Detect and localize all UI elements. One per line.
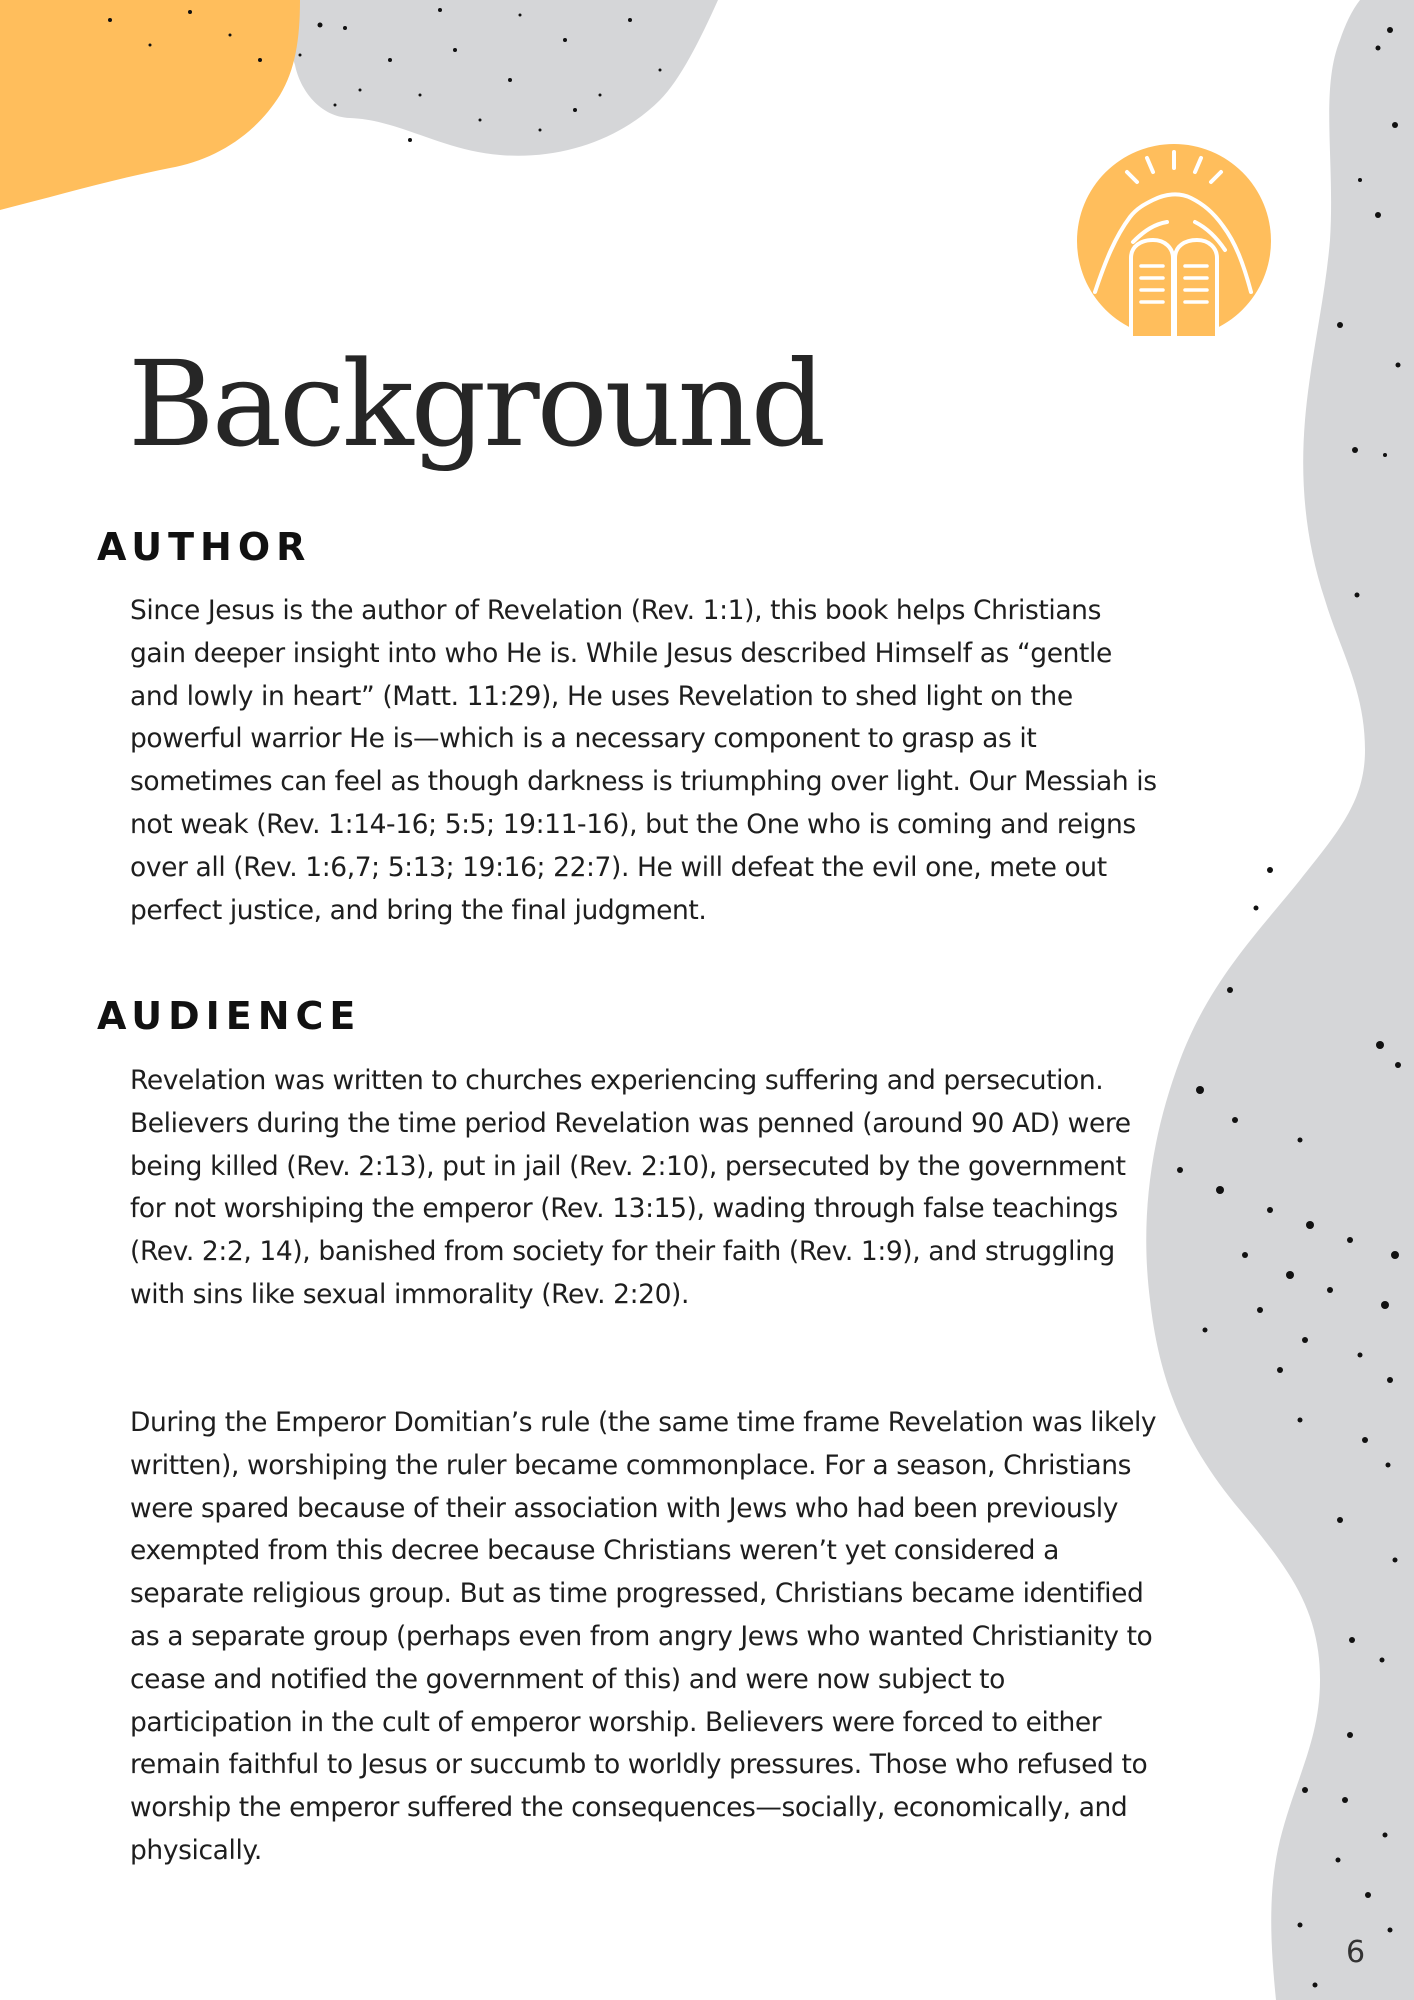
audience-paragraph-1: Revelation was written to churches experiencing suffering and persecution. Believers during the time period Revelation was penned (around 90 AD) were being killed (Rev. 2:13), put in jail (Rev. 2:10), persecuted by the government for not worshiping the emperor (Rev. 13:15), wading through false teachings (Rev. 2:2, 14), banished from society for their faith (Rev. 1:9), and struggling with sins like sexual immorality (Rev. 2:20). [130, 1065, 1131, 1310]
author-heading: AUTHOR [97, 525, 312, 569]
audience-paragraph-2: During the Emperor Domitian’s rule (the same time frame Revelation was likely written), worshiping the ruler became commonplace. For a season, Christians were spared because of their association with Jews who had been previously exempted from this decree because Christians weren’t yet considered a separate religious group. But as time progressed, Christians became identified as a separate group (perhaps even from angry Jews who wanted Christianity to cease and notified the government of this) and were now subject to participation in the cult of emperor worship. Believers were forced to either remain faithful to Jesus or succumb to worldly pressures. Those who refused to worship the emperor suffered the consequences—socially, economically, and physically. [130, 1407, 1157, 1866]
stone-tablets-mountain-icon [1075, 142, 1273, 340]
top-orange-blob [0, 0, 300, 210]
page-title: Background [128, 335, 824, 473]
audience-heading: AUDIENCE [97, 994, 362, 1038]
page-number: 6 [1346, 1935, 1366, 1970]
author-paragraph: Since Jesus is the author of Revelation (Rev. 1:1), this book helps Christians gain deeper insight into who He is. While Jesus described Himself as “gentle and lowly in heart” (Matt. 11:29), He uses Revelation to shed light on the powerful warrior He is—which is a necessary component to grasp as it sometimes can feel as though darkness is triumphing over light. Our Messiah is not weak (Rev. 1:14-16; 5:5; 19:11-16), but the One who is coming and reigns over all (Rev. 1:6,7; 5:13; 19:16; 22:7). He will defeat the evil one, mete out perfect justice, and bring the final judgment. [130, 595, 1157, 926]
